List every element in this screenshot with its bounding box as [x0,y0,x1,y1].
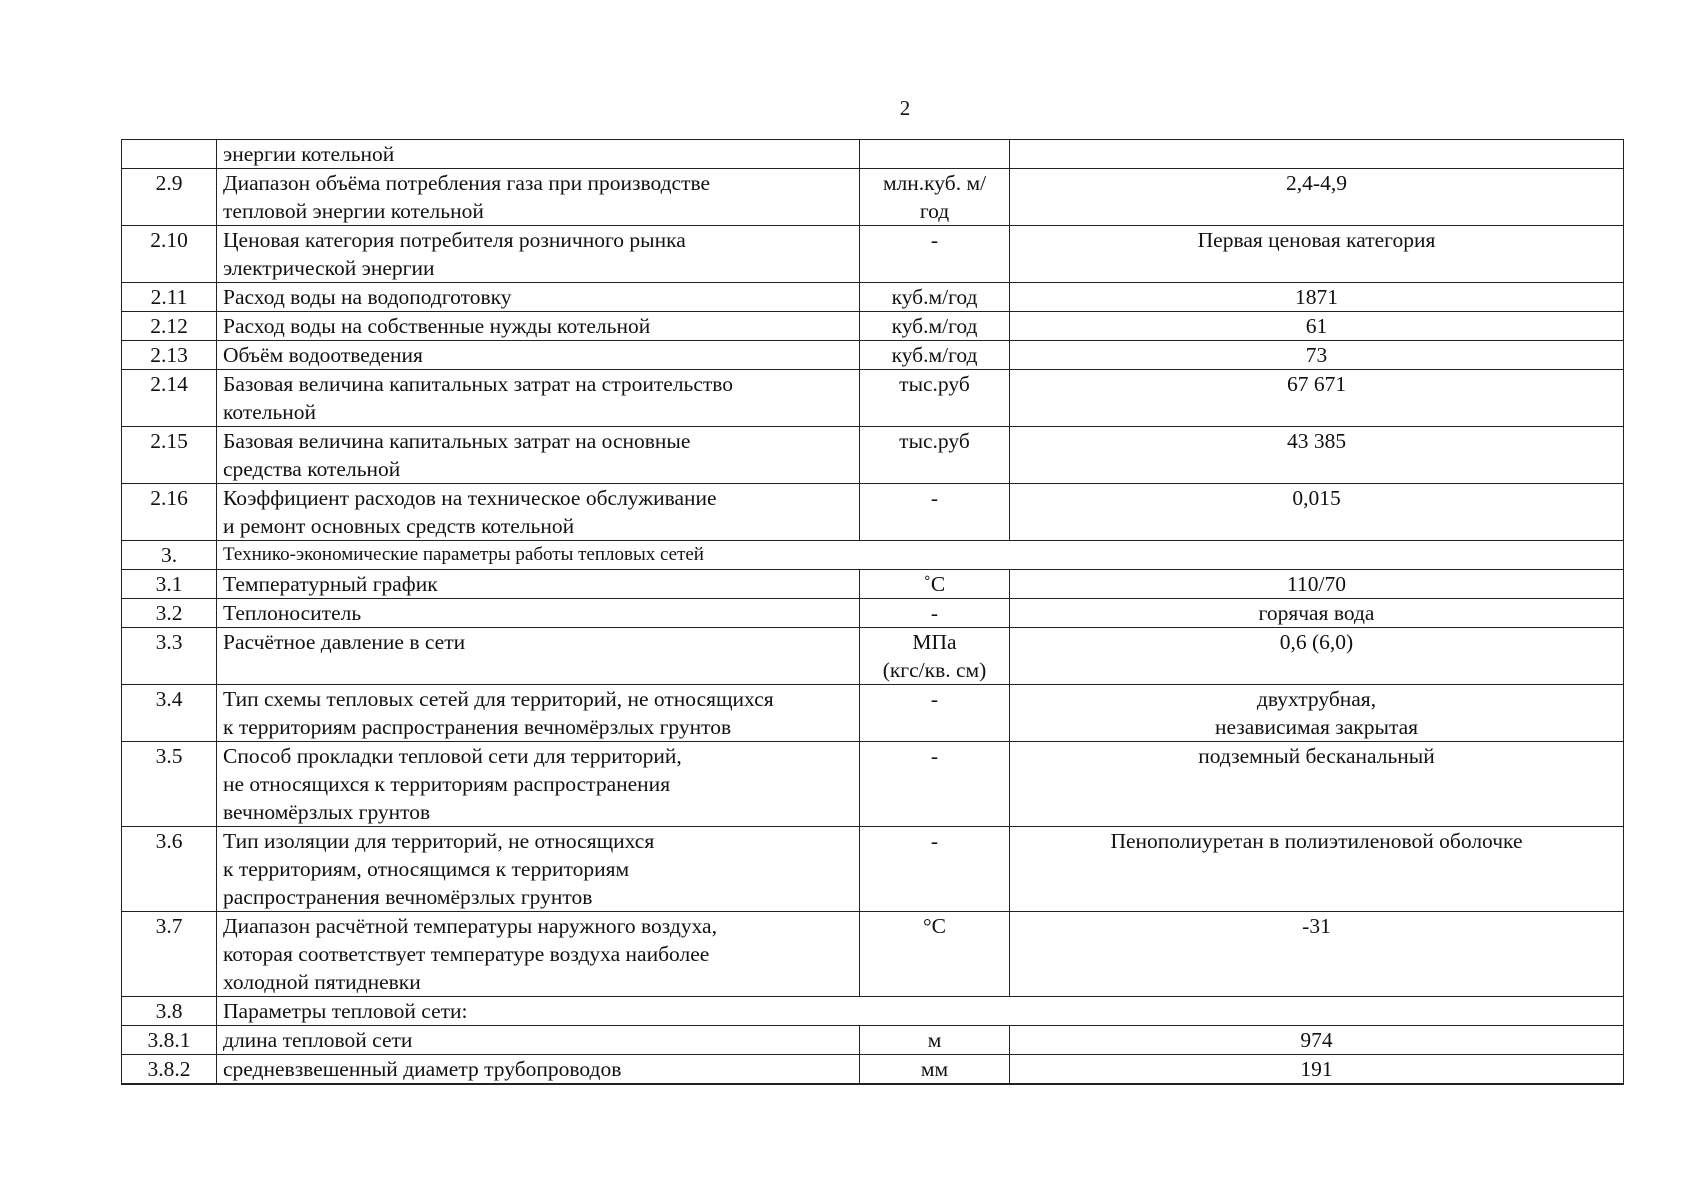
value: Первая ценовая категория [1010,226,1624,283]
section-title: Технико-экономические параметры работы тепловых сетей [217,541,1624,570]
unit: мм [860,1055,1010,1085]
unit: куб.м/год [860,283,1010,312]
parameter-name: Тип схемы тепловых сетей для территорий, не относящихся к территориям распространения вечномёрзлых грунтов [217,685,860,742]
table-row [122,570,1624,599]
table-row [122,1026,1624,1055]
unit: куб.м/год [860,341,1010,370]
unit: куб.м/год [860,312,1010,341]
parameter-name: Способ прокладки тепловой сети для территорий, не относящихся к территориям распространения вечномёрзлых грунтов [217,742,860,827]
row-number: 2.15 [122,427,217,484]
value: двухтрубная, независимая закрытая [1010,685,1624,742]
value: 110/70 [1010,570,1624,599]
section-title: Параметры тепловой сети: [217,997,1624,1026]
parameter-name: Ценовая категория потребителя розничного рынка электрической энергии [217,226,860,283]
table-row [122,912,1624,997]
parameter-name: Диапазон объёма потребления газа при производстве тепловой энергии котельной [217,169,860,226]
value: 43 385 [1010,427,1624,484]
unit: тыс.руб [860,427,1010,484]
unit: - [860,226,1010,283]
row-number: 3.3 [122,628,217,685]
parameter-name: Тип изоляции для территорий, не относящихся к территориям, относящимся к территориям распространения вечномёрзлых грунтов [217,827,860,912]
row-number: 3.7 [122,912,217,997]
value: 1871 [1010,283,1624,312]
unit: - [860,685,1010,742]
parameter-name: Базовая величина капитальных затрат на основные средства котельной [217,427,860,484]
parameter-name: Объём водоотведения [217,341,860,370]
row-number: 2.10 [122,226,217,283]
row-number: 3.6 [122,827,217,912]
table-row [122,827,1624,912]
section-row [122,541,1624,570]
value: горячая вода [1010,599,1624,628]
row-number: 3.8.1 [122,1026,217,1055]
row-number: 2.9 [122,169,217,226]
value: 67 671 [1010,370,1624,427]
value: 0,6 (6,0) [1010,628,1624,685]
table-row [122,628,1624,685]
parameter-name: длина тепловой сети [217,1026,860,1055]
value: -31 [1010,912,1624,997]
parameter-name: энергии котельной [217,140,860,169]
table-row [122,599,1624,628]
value: 61 [1010,312,1624,341]
row-number: 2.14 [122,370,217,427]
unit: - [860,827,1010,912]
parameter-name: средневзвешенный диаметр трубопроводов [217,1055,860,1085]
row-number: 3.2 [122,599,217,628]
parameter-name: Температурный график [217,570,860,599]
row-number: 3.5 [122,742,217,827]
table-row [122,169,1624,226]
value: 2,4-4,9 [1010,169,1624,226]
value [1010,140,1624,169]
value: 974 [1010,1026,1624,1055]
unit: тыс.руб [860,370,1010,427]
unit: м [860,1026,1010,1055]
unit [860,140,1010,169]
table-row [122,484,1624,541]
parameters-table [121,139,1624,1085]
row-number: 3.4 [122,685,217,742]
unit: млн.куб. м/ год [860,169,1010,226]
table-row [122,1055,1624,1085]
table-row [122,312,1624,341]
table-row [122,427,1624,484]
value: 0,015 [1010,484,1624,541]
row-number: 3.8.2 [122,1055,217,1085]
unit: - [860,599,1010,628]
table-row [122,140,1624,169]
parameter-name: Базовая величина капитальных затрат на строительство котельной [217,370,860,427]
section-number: 3.8 [122,997,217,1026]
value: 73 [1010,341,1624,370]
row-number: 2.13 [122,341,217,370]
parameter-name: Расход воды на собственные нужды котельной [217,312,860,341]
parameter-name: Расчётное давление в сети [217,628,860,685]
parameter-name: Расход воды на водоподготовку [217,283,860,312]
value: 191 [1010,1055,1624,1085]
unit: МПа (кгс/кв. см) [860,628,1010,685]
unit: - [860,742,1010,827]
parameter-name: Диапазон расчётной температуры наружного воздуха, которая соответствует температуре воздуха наиболее холодной пятидневки [217,912,860,997]
value: подземный бесканальный [1010,742,1624,827]
section-row [122,997,1624,1026]
table-row [122,341,1624,370]
row-number [122,140,217,169]
unit: °С [860,912,1010,997]
row-number: 2.11 [122,283,217,312]
table-row [122,283,1624,312]
unit: - [860,484,1010,541]
parameter-name: Коэффициент расходов на техническое обслуживание и ремонт основных средств котельной [217,484,860,541]
table-row [122,226,1624,283]
page-number: 2 [899,96,911,120]
table-row [122,742,1624,827]
unit: ˚С [860,570,1010,599]
table-row [122,685,1624,742]
parameter-name: Теплоноситель [217,599,860,628]
value: Пенополиуретан в полиэтиленовой оболочке [1010,827,1624,912]
table-row [122,370,1624,427]
row-number: 3.1 [122,570,217,599]
row-number: 2.16 [122,484,217,541]
section-number: 3. [122,541,217,570]
row-number: 2.12 [122,312,217,341]
